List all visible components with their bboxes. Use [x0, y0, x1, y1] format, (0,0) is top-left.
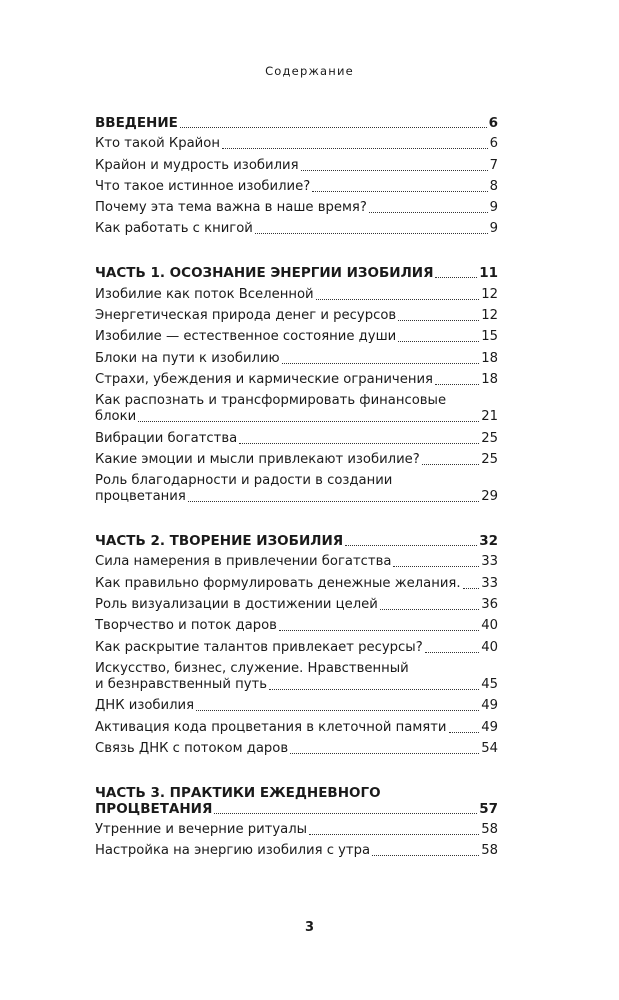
toc-entry[interactable]: [95, 179, 498, 195]
dot-leader: [188, 501, 479, 502]
toc-entry-label: ДНК изобилия: [95, 698, 195, 714]
toc-entry[interactable]: [95, 158, 498, 174]
toc-entry-label: Сила намерения в привлечении богатства: [95, 554, 392, 570]
toc-section: [95, 115, 498, 237]
dot-leader: [398, 320, 479, 321]
page-ref: 33: [481, 554, 498, 570]
page-ref: 49: [481, 719, 498, 735]
toc-entry[interactable]: [95, 640, 498, 656]
dot-leader: [255, 233, 488, 234]
dot-leader: [345, 545, 477, 546]
toc-entry[interactable]: [95, 741, 498, 757]
page-number: 3: [304, 920, 315, 935]
toc-entry-label: Активация кода процветания в клеточной памяти: [95, 719, 447, 735]
toc-entry[interactable]: [95, 308, 498, 324]
toc-entry[interactable]: [95, 489, 498, 505]
dot-leader: [316, 299, 480, 300]
toc-entry[interactable]: [95, 843, 498, 859]
dot-leader: [214, 813, 477, 814]
dot-leader: [180, 127, 487, 128]
toc-entry-label: Страхи, убеждения и кармические ограничения: [95, 371, 433, 387]
toc-entry[interactable]: [95, 200, 498, 216]
dot-leader: [380, 609, 479, 610]
toc-entry-label: Блоки на пути к изобилию: [95, 350, 280, 366]
toc-entry-label: и безнравственный путь: [95, 676, 267, 692]
dot-leader: [425, 652, 480, 653]
toc-section: [95, 785, 498, 860]
dot-leader: [138, 421, 479, 422]
toc-entry[interactable]: [95, 554, 498, 570]
page-ref: 25: [481, 451, 498, 467]
toc-heading[interactable]: [95, 801, 498, 817]
toc-entry[interactable]: [95, 677, 498, 693]
toc-entry-line: [95, 393, 498, 409]
toc-heading-label: ЧАСТЬ 3. ПРАКТИКИ ЕЖЕДНЕВНОГО: [95, 784, 381, 801]
toc-entry[interactable]: [95, 409, 498, 425]
table-of-contents: [95, 115, 498, 887]
page-ref: 25: [481, 430, 498, 446]
dot-leader: [393, 566, 479, 567]
toc-entry[interactable]: [95, 452, 498, 468]
page-ref: 58: [481, 822, 498, 838]
dot-leader: [269, 689, 479, 690]
dot-leader: [290, 753, 479, 754]
toc-entry[interactable]: [95, 136, 498, 152]
toc-entry-label: блоки: [95, 409, 137, 425]
toc-entry[interactable]: [95, 329, 498, 345]
dot-leader: [301, 170, 488, 171]
toc-heading-label: ЧАСТЬ 2. ТВОРЕНИЕ ИЗОБИЛИЯ: [95, 533, 344, 550]
toc-entry-label: Роль благодарности и радости в создании: [95, 473, 393, 489]
page-ref: 7: [489, 157, 498, 173]
toc-section: [95, 265, 498, 505]
toc-heading[interactable]: [95, 265, 498, 281]
toc-heading-line: [95, 785, 498, 801]
dot-leader: [435, 384, 479, 385]
toc-heading-label: ВВЕДЕНИЕ: [95, 115, 178, 131]
toc-entry[interactable]: [95, 287, 498, 303]
page-ref: 12: [481, 308, 498, 324]
page-ref: 18: [481, 371, 498, 387]
toc-entry[interactable]: [95, 720, 498, 736]
toc-entry-label: Творчество и поток даров: [95, 618, 277, 634]
toc-entry-label: Связь ДНК с потоком даров: [95, 740, 289, 756]
page-ref: 49: [481, 698, 498, 714]
page-ref: 54: [481, 740, 498, 756]
toc-heading[interactable]: [95, 115, 498, 131]
toc-entry[interactable]: [95, 221, 498, 237]
toc-entry[interactable]: [95, 698, 498, 714]
dot-leader: [435, 277, 477, 278]
dot-leader: [312, 191, 487, 192]
dot-leader: [449, 732, 480, 733]
page-ref: 58: [481, 843, 498, 859]
toc-entry-label: Роль визуализации в достижении целей: [95, 597, 378, 613]
toc-entry-label: Крайон и мудрость изобилия: [95, 157, 299, 173]
dot-leader: [369, 212, 488, 213]
page-ref: 9: [489, 200, 498, 216]
toc-entry-label: Что такое истинное изобилие?: [95, 178, 311, 194]
dot-leader: [398, 341, 479, 342]
toc-entry-line: [95, 661, 498, 677]
page-ref: 6: [488, 115, 498, 131]
toc-entry[interactable]: [95, 576, 498, 592]
page-ref: 8: [489, 178, 498, 194]
page-ref: 15: [481, 329, 498, 345]
page-ref: 18: [481, 350, 498, 366]
toc-entry-label: Кто такой Крайон: [95, 136, 220, 152]
page-ref: 57: [479, 800, 498, 817]
toc-entry-label: Как распознать и трансформировать финансовые: [95, 393, 447, 409]
toc-entry[interactable]: [95, 431, 498, 447]
page-ref: 12: [481, 286, 498, 302]
dot-leader: [372, 855, 479, 856]
toc-entry-label: Почему эта тема важна в наше время?: [95, 200, 367, 216]
toc-entry[interactable]: [95, 618, 498, 634]
page-ref: 21: [481, 409, 498, 425]
dot-leader: [279, 630, 479, 631]
page-ref: 36: [481, 597, 498, 613]
dot-leader: [196, 710, 479, 711]
page-ref: 45: [481, 676, 498, 692]
toc-entry[interactable]: [95, 822, 498, 838]
page-ref: 6: [489, 136, 498, 152]
toc-entry-label: Настройка на энергию изобилия с утра: [95, 843, 371, 859]
dot-leader: [422, 464, 479, 465]
toc-entry-label: Изобилие — естественное состояние души: [95, 329, 397, 345]
toc-heading[interactable]: [95, 533, 498, 549]
toc-entry-label: Вибрации богатства: [95, 430, 238, 446]
toc-entry-label: Утренние и вечерние ритуалы: [95, 822, 308, 838]
toc-entry-label: Как раскрытие талантов привлекает ресурсы?: [95, 639, 423, 655]
page-ref: 29: [481, 489, 498, 505]
dot-leader: [239, 443, 479, 444]
toc-entry-label: Какие эмоции и мысли привлекают изобилие?: [95, 451, 420, 467]
page-ref: 33: [481, 575, 498, 591]
toc-entry[interactable]: [95, 372, 498, 388]
dot-leader: [222, 148, 488, 149]
page-ref: 32: [479, 533, 498, 550]
page-ref: 40: [481, 618, 498, 634]
toc-entry-label: Как работать с книгой: [95, 221, 253, 237]
dot-leader: [309, 834, 479, 835]
toc-title: Содержание: [265, 64, 354, 78]
toc-section: [95, 533, 498, 757]
dot-leader: [463, 588, 480, 589]
toc-heading-label: ЧАСТЬ 1. ОСОЗНАНИЕ ЭНЕРГИИ ИЗОБИЛИЯ: [95, 265, 434, 282]
toc-heading-label: ПРОЦВЕТАНИЯ: [95, 800, 213, 817]
toc-entry-label: Искусство, бизнес, служение. Нравственный: [95, 660, 409, 676]
page-ref: 11: [479, 265, 498, 282]
toc-entry-label: Энергетическая природа денег и ресурсов: [95, 308, 397, 324]
toc-entry-label: процветания: [95, 489, 186, 505]
toc-entry-label: Изобилие как поток Вселенной: [95, 286, 314, 302]
page-ref: 9: [489, 221, 498, 237]
toc-entry[interactable]: [95, 351, 498, 367]
toc-entry-line: [95, 473, 498, 489]
dot-leader: [282, 363, 480, 364]
toc-entry[interactable]: [95, 597, 498, 613]
toc-entry-label: Как правильно формулировать денежные желания.: [95, 575, 461, 591]
page-ref: 40: [481, 639, 498, 655]
